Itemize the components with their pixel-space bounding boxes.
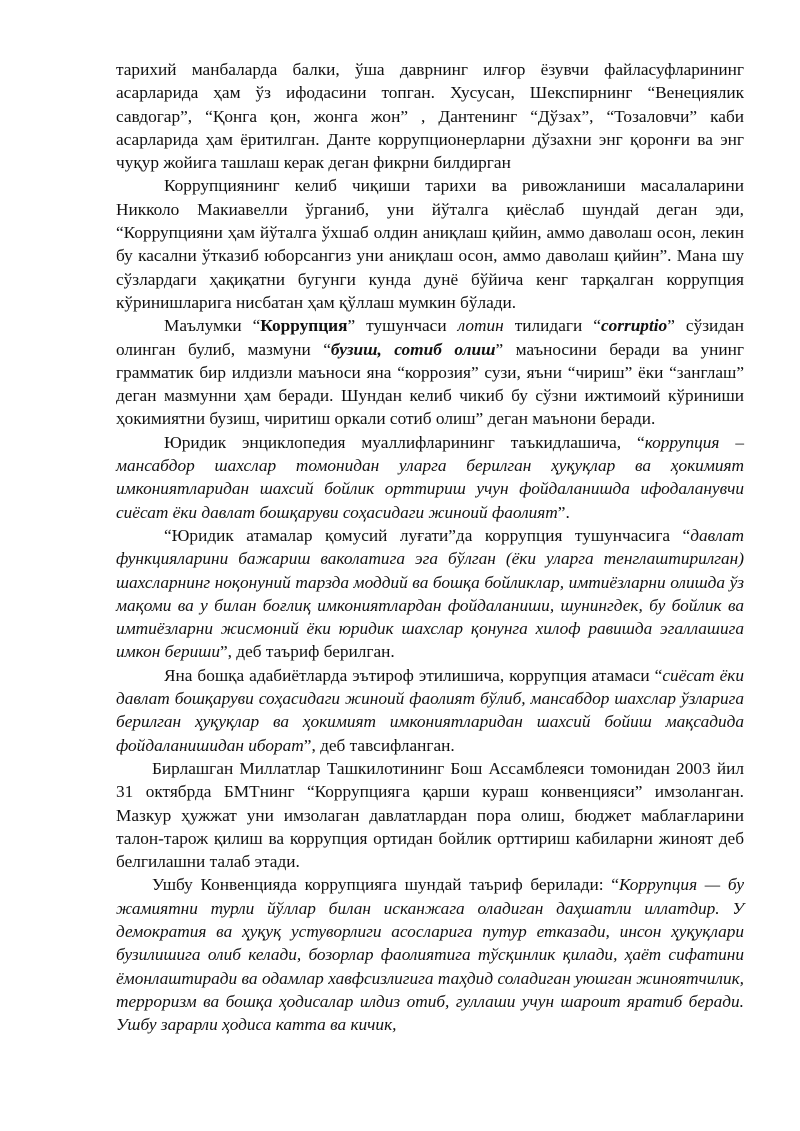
paragraph-intro [116,58,744,174]
quote-italic: коррупция – мансабдор шахслар томонидан уларга берилган ҳуқуқлар ва ҳокимият имкониятларидан шахсий бойлик орттириш учун фойдаланишда ифодаланувчи сиёсат ёки давлат бошқаруви соҳасидаги жиноий фаолият [116,432,744,522]
term-italic: лотин [457,316,504,336]
document-page [116,58,744,1036]
term-bold-italic: corruptio [600,316,668,336]
paragraph-convention-definition [116,873,744,1036]
text-segment: Маълумки “ [164,316,261,336]
paragraph-text: тарихий манбаларда балки, ўша даврнинг илғор ёзувчи файласуфларининг асарларида ҳам ўз ифодасини топган. Хусусан, Шекспирнинг “Венециялик савдогар”, “Қонга қон, жонга жон” , Дантенинг “Дўзах”, “Тозаловчи” каби асарларида ҳам ёритилган. Данте коррупционерларни дўзахни энг қоронғи ва энг чуқур жойига ташлаш керак деган фикрни билдирган [116,60,744,173]
text-segment: “Юридик атамалар қомусий луғати”да коррупция тушунчасига “ [164,525,691,545]
term-bold: Коррупция [260,316,348,336]
paragraph-text: Бирлашган Миллатлар Ташкилотининг Бош Ассамблеяси томонидан 2003 йил 31 октябрда БМТнинг “Коррупцияга қарши кураш конвенцияси” имзоланган. Мазкур ҳужжат уни имзолаган давлатлардан пора олиш, бюджет маблағларини талон-тарож қилиш ва коррупция ортидан бойлик орттириш кабиларни жиноят деб белгилашни талаб этади. [116,758,744,872]
text-segment: ” тушунчаси [347,316,458,336]
paragraph-text: Коррупциянинг келиб чиқиши тарихи ва ривожланиши масалаларини Никколо Макиавелли ўрганиб, уни йўталга қиёслаб шундай деган эди, “Коррупцияни ҳам йўталга ўхшаб олдин аниқлаш қийин, аммо даволаш осон, лекин бу касални ўтказиб юборсангиз уни аниқлаш осон, аммо даволаш қийин”. Мана шу сўзлардаги ҳақиқатни бугунги кунда дунё бўйича кенг тарқалган коррупция кўринишларига нисбатан ҳам қўллаш мумкин бўлади. [116,176,744,312]
paragraph-legal-dictionary [116,524,744,664]
text-segment: Юридик энциклопедия муаллифларининг таъкидлашича, “ [164,432,645,452]
quote-italic: Коррупция — бу жамиятни турли йўллар билан исканжага оладиган даҳшатли иллатдир. У демократия ва ҳуқуқ устуворлиги асосларига путур етказади, инсон ҳуқуқлари бузилишига олиб келади, бозорлар фаолиятига тўсқинлик қилади, ҳаёт сифатини ёмонлаштиради ва одамлар хавфсизлигига таҳдид соладиган уюшган жиноятчилик, терроризм ва бошқа ҳодисалар илдиз отиб, гуллаши учун шароит яратиб беради. Ушбу зарарли ҳодиса катта ва кичик, [116,875,744,1035]
paragraph-legal-encyclopedia [116,431,744,524]
quote-italic: давлат функцияларини бажариш ваколатига эга бўлган (ёки уларга тенглаштирилган) шахсларнинг ноқонуний тарзда моддий ва бошқа бойликлар, имтиёзларни олишда ўз мақоми ва у билан боғлиқ имкониятлардан фойдаланиши, шунингдек, бу бойлик ва имтиёзларни жисмоний ёки юридик шахслар қонунга хилоф равишда эгаллашига имкон бериши [116,525,744,662]
text-segment: ” сўзидан олинган булиб, мазмуни “ [116,316,744,359]
text-segment: ”, деб тавсифланган. [303,735,455,755]
quote-italic: сиёсат ёки давлат бошқаруви соҳасидаги жиноий фаолият бўлиб, мансабдор шахслар ўзларига берилган ҳуқуқлар ва ҳокимият имкониятларидан шахсий бойиш мақсадида фойдаланишидан иборат [116,665,744,755]
text-segment: Яна бошқа адабиётларда эътироф этилишича, коррупция атамаси “ [164,665,663,685]
paragraph-machiavelli [116,174,744,314]
text-segment: ”, деб таъриф берилган. [219,642,395,662]
paragraph-other-literature [116,664,744,757]
term-bold-italic: бузиш, сотиб олиш [330,339,496,359]
paragraph-etymology [116,314,744,430]
text-segment: ”. [557,502,570,522]
text-segment: Ушбу Конвенцияда коррупцияга шундай таъриф берилади: “ [152,875,619,895]
text-segment: ” маъносини беради ва унинг грамматик бир илдизли маъноси яна “коррозия” сузи, яъни “чириш” ёки “занглаш” деган мазмунни ҳам беради. Шундан келиб чикиб бу сўзни ижтимоий кўриниши ҳокимиятни бузиш, чиритиш оркали сотиб олиш” деган маънони беради. [116,339,744,429]
text-segment: тилидаги “ [503,316,601,336]
paragraph-un-convention [116,757,744,873]
